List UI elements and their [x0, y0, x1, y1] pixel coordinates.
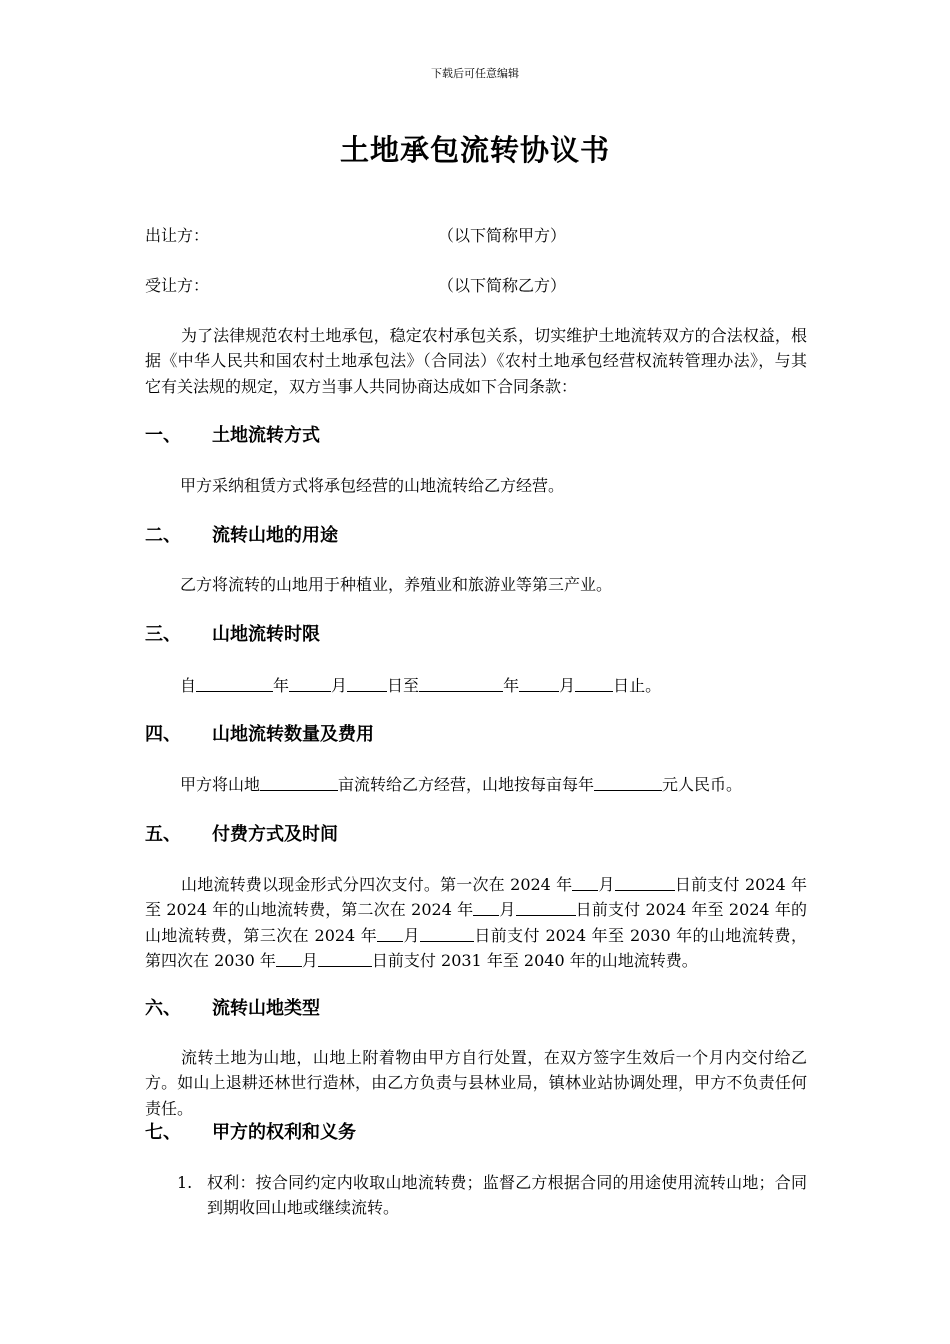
blank-day-2[interactable]: [516, 897, 576, 916]
list-text: 权利：按合同约定内收取山地流转费；监督乙方根据合同的用途使用流转山地；合同到期收回山地或继续流转。: [207, 1173, 807, 1218]
text-segment: 甲方将山地: [180, 775, 261, 794]
header-note: 下载后可任意编辑: [431, 67, 519, 80]
section-title: 甲方的权利和义务: [212, 1122, 356, 1143]
section-number: 二、: [145, 525, 181, 546]
text-segment: 月: [301, 951, 318, 971]
text-segment: 年: [503, 676, 520, 695]
text-segment: 亩流转给乙方经营，山地按每亩每年: [338, 775, 595, 794]
blank-month-end[interactable]: [519, 673, 559, 692]
section-2-text: 乙方将流转的山地用于种植业，养殖业和旅游业等第三产业。: [180, 575, 613, 594]
section-title: 山地流转时限: [212, 624, 320, 645]
text-segment: 月: [598, 875, 615, 894]
text-segment: 日前支付 2024 年至 2024 年的山地流转费，第三次在 2024 年: [145, 900, 807, 945]
text-segment: 山地流转费以现金形式分四次支付。第一次在 2024 年: [181, 875, 573, 894]
blank-day-start[interactable]: [347, 673, 387, 692]
text-segment: 日前支付 2024 年至 2024 年的山地流转费，第二次在 2024 年: [145, 875, 807, 920]
blank-acreage[interactable]: [260, 772, 338, 791]
section-title: 流转山地类型: [212, 998, 320, 1019]
section-title: 山地流转数量及费用: [212, 724, 374, 745]
party-label: 出让方：: [145, 226, 210, 245]
blank-month-2[interactable]: [473, 897, 499, 916]
text-segment: 日前支付 2024 年至 2030 年的山地流转费，第四次在 2030 年: [145, 925, 807, 971]
section-number: 五、: [145, 824, 181, 845]
text-segment: 月: [331, 676, 348, 695]
text-segment: 日前支付 2031 年至 2040 年的山地流转费。: [371, 951, 698, 971]
section-title: 付费方式及时间: [212, 824, 338, 845]
section-4-text-line: [180, 772, 840, 797]
text-segment: 年: [273, 676, 290, 695]
section-6-paragraph: 流转土地为山地，山地上附着物由甲方自行处置，在双方签字生效后一个月内交付给乙方。如山上退耕还林世行造林，由乙方负责与县林业局，镇林业站协调处理，甲方不负责任何责任。: [145, 1048, 807, 1118]
blank-day-end[interactable]: [575, 673, 613, 692]
blank-month-4[interactable]: [276, 948, 302, 967]
blank-day-1[interactable]: [615, 872, 675, 891]
preamble-paragraph: 为了法律规范农村土地承包，稳定农村承包关系，切实维护土地流转双方的合法权益，根据《中华人民共和国农村土地承包法》（合同法）《农村土地承包经营权流转管理办法》，与其它有关法规的规定，双方当事人共同协商达成如下合同条款：: [145, 326, 807, 396]
text-segment: 月: [403, 925, 420, 945]
blank-month-start[interactable]: [289, 673, 331, 692]
section-title: 流转山地的用途: [212, 525, 338, 546]
blank-price[interactable]: [594, 772, 662, 791]
party-note: （以下简称乙方）: [438, 276, 567, 295]
section-number: 七、: [145, 1122, 181, 1143]
blank-month-1[interactable]: [572, 872, 598, 891]
party-label: 受让方：: [145, 276, 210, 295]
section-number: 一、: [145, 425, 181, 446]
blank-day-3[interactable]: [420, 923, 474, 942]
text-segment: 月: [559, 676, 576, 695]
blank-month-3[interactable]: [377, 923, 403, 942]
section-number: 六、: [145, 998, 181, 1019]
party-transferee: [145, 274, 805, 298]
text-segment: 自: [180, 676, 197, 695]
blank-day-4[interactable]: [318, 948, 372, 967]
blank-year-end[interactable]: [419, 673, 503, 692]
list-item: [177, 1170, 807, 1221]
text-segment: 日至: [387, 676, 420, 695]
party-transferor: [145, 224, 805, 248]
text-segment: 元人民币。: [662, 775, 743, 794]
section-5-paragraph: [145, 872, 807, 974]
section-number: 三、: [145, 624, 181, 645]
section-number: 四、: [145, 724, 181, 745]
section-3-term-line: [180, 673, 840, 698]
list-number: 1.: [177, 1173, 193, 1192]
text-segment: 月: [499, 900, 516, 920]
section-title: 土地流转方式: [212, 425, 320, 446]
party-note: （以下简称甲方）: [438, 226, 567, 245]
text-segment: 日止。: [613, 676, 662, 695]
document-title: 土地承包流转协议书: [339, 133, 610, 167]
blank-year-start[interactable]: [196, 673, 273, 692]
section-1-text: 甲方采纳租赁方式将承包经营的山地流转给乙方经营。: [180, 476, 565, 495]
